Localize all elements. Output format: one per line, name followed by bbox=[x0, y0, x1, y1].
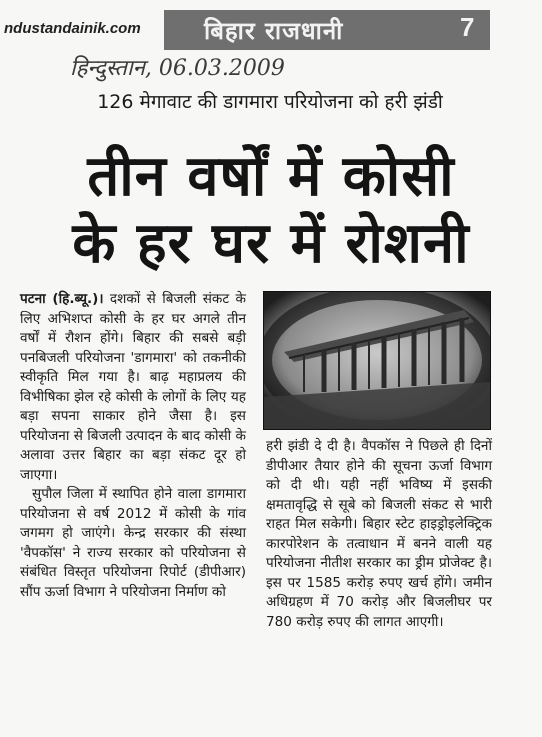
article-paragraph-1 bbox=[20, 290, 246, 485]
headline-line-2: के हर घर में रोशनी bbox=[72, 211, 470, 276]
dateline: पटना (हि.ब्यू.)। bbox=[20, 291, 104, 307]
article-paragraph-2: सुपौल जिला में स्थापित होने वाला डागमारा परियोजना से वर्ष 2012 में कोसी के गांव जगमग हो जाएंगे। केन्द्र सरकार की संस्था 'वैपकॉस' ने राज्य सरकार को परियोजना से संबंधित विस्तृत परियोजना रिपोर्ट (डीपीआर) सौंप ऊर्जा विभाग ने परियोजना निर्माण को bbox=[20, 486, 246, 600]
subheadline: 126 मेगावाट की डागमारा परियोजना को हरी झंडी bbox=[97, 91, 443, 113]
dam-photo-image bbox=[264, 292, 490, 429]
page-number: 7 bbox=[460, 12, 475, 42]
paragraph-1-text: दशकों से बिजली संकट के लिए अभिशप्त कोसी के हर घर अगले तीन वर्षों में रौशन होंगे। बिहार की सबसे बड़ी पनबिजली परियोजना 'डागमारा' को तकनीकी स्वीकृति मिल गया है। बाढ़ महाप्रलय की विभीषिका झेल रहे कोसी के लोगों के लिए यह बड़ा सपना साकार होने जैसा है। इस परियोजना से बिजली उत्पादन के बाद कोसी के अलावा उत्तर बिहार का बड़ा संकट दूर हो जाएगा। bbox=[20, 291, 246, 483]
handwritten-date-stamp: हिन्दुस्तान, 06.03.2009 bbox=[70, 56, 285, 81]
article-paragraph-3: हरी झंडी दे दी है। वैपकॉस ने पिछले ही दिनों डीपीआर तैयार होने की सूचना ऊर्जा विभाग को दी थी। यही नहीं भविष्य में इसकी क्षमतावृद्धि से सूबे को बिजली संकट से भारी राहत मिल सकेगी। बिहार स्टेट हाइड्रोइलेक्ट्रिक कारपोरेशन के तत्वाधान में बनने वाली यह परियोजना नीतीश सरकार का ड्रीम प्रोजेक्ट है। इस पर 1585 करोड़ रुपए खर्च होंगे। जमीन अधिग्रहण में 70 करोड़ और बिजलीघर पर 780 करोड़ रुपए की लागत आएगी। bbox=[266, 438, 492, 630]
section-banner bbox=[164, 10, 490, 50]
site-url: ndustandainik.com bbox=[4, 20, 141, 37]
article-column-left bbox=[20, 290, 246, 602]
article-column-right bbox=[266, 437, 492, 632]
headline-line-1: तीन वर्षों में कोसी bbox=[87, 144, 455, 209]
section-title: बिहार राजधानी bbox=[204, 17, 344, 45]
dam-photo bbox=[263, 291, 491, 430]
masthead bbox=[0, 10, 542, 52]
